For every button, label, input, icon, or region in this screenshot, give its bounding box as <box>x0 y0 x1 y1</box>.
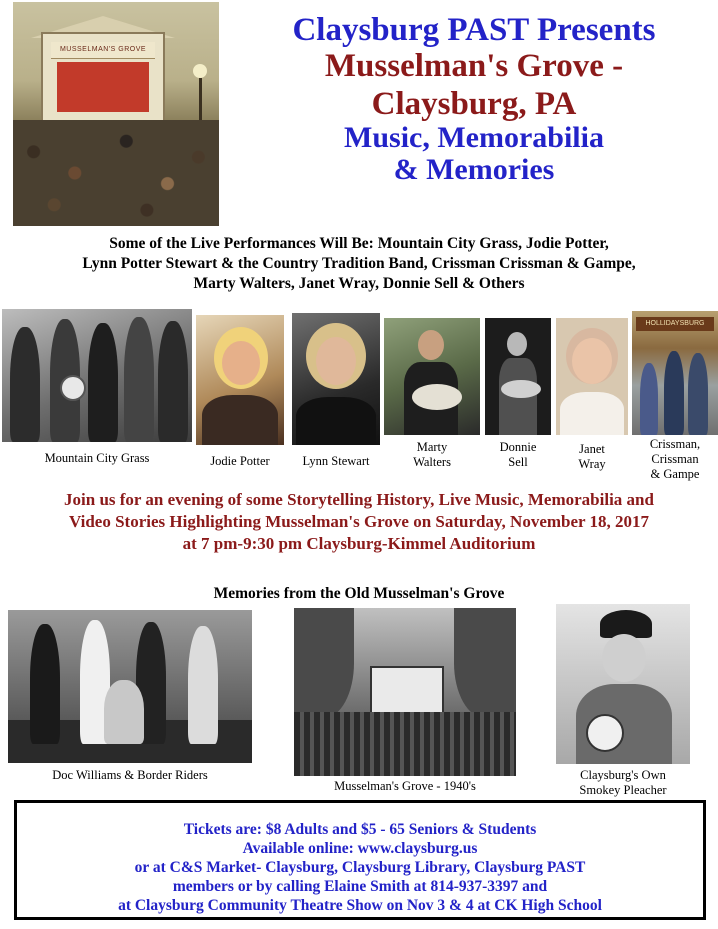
caption-line: Crissman <box>651 452 699 466</box>
title-location: Claysburg, PA <box>371 86 577 122</box>
crowd <box>13 120 219 226</box>
invite-line-3: at 7 pm-9:30 pm Claysburg-Kimmel Auditorium <box>182 534 536 553</box>
caption-doc-williams: Doc Williams & Border Riders <box>52 768 208 782</box>
photo-musselmans-grove-1940s <box>294 608 516 776</box>
caption-musselmans-grove-1940s: Musselman's Grove - 1940's <box>334 779 476 793</box>
shoulders <box>296 397 376 445</box>
face <box>222 341 260 385</box>
caption-jodie-potter: Jodie Potter <box>210 454 270 468</box>
caption-crissman-crissman-gampe <box>632 437 718 482</box>
caption-janet-wray <box>556 442 628 472</box>
title-event: Musselman's Grove - <box>324 48 624 84</box>
performers-line-2: Lynn Potter Stewart & the Country Tradition Band, Crissman Crissman & Gampe, <box>82 255 636 272</box>
performer <box>188 626 218 744</box>
guitar-icon <box>412 384 462 410</box>
caption-line: & Gampe <box>650 467 700 481</box>
caption-line: Claysburg's Own <box>580 768 666 782</box>
guitar-icon <box>501 380 541 398</box>
stage-sign: MUSSELMAN'S GROVE <box>51 42 155 59</box>
photo-donnie-sell <box>485 318 551 435</box>
trees <box>454 608 516 718</box>
caption-donnie-sell <box>485 440 551 470</box>
ticket-locations: or at C&S Market- Claysburg, Claysburg Library, Claysburg PAST <box>134 859 586 876</box>
performer <box>104 680 144 744</box>
band-member <box>158 321 188 442</box>
shoulders <box>560 392 624 435</box>
performer <box>30 624 60 744</box>
ticket-online: Available online: www.claysburg.us <box>242 840 478 857</box>
banjo-icon <box>60 375 86 401</box>
performers-line-3: Marty Walters, Janet Wray, Donnie Sell & Others <box>193 275 525 292</box>
caption-line: Wray <box>578 457 606 471</box>
crowd <box>294 712 516 776</box>
caption-line: Donnie <box>499 440 537 454</box>
caption-line: Marty <box>416 440 448 454</box>
caption-marty-walters <box>384 440 480 470</box>
band-member <box>124 317 154 442</box>
lamp <box>193 64 207 78</box>
subtitle-2: & Memories <box>393 153 555 186</box>
caption-line: Smokey Pleacher <box>579 783 667 797</box>
face <box>507 332 527 356</box>
photo-jodie-potter <box>196 315 284 445</box>
ticket-prices: Tickets are: $8 Adults and $5 - 65 Seniors & Students <box>183 821 537 838</box>
photo-doc-williams-border-riders <box>8 610 252 763</box>
performers-line-1: Some of the Live Performances Will Be: Mountain City Grass, Jodie Potter, <box>109 235 609 252</box>
stage <box>41 32 165 126</box>
person <box>688 353 708 435</box>
caption-lynn-stewart: Lynn Stewart <box>302 454 370 468</box>
photo-janet-wray <box>556 318 628 435</box>
stage-pavilion <box>370 666 444 714</box>
face <box>602 634 646 682</box>
caption-line: Janet <box>579 442 605 456</box>
performers-intro <box>40 234 678 294</box>
photo-smokey-pleacher <box>556 604 690 764</box>
memories-heading: Memories from the Old Musselman's Grove <box>213 585 505 602</box>
ticket-theatre-show: at Claysburg Community Theatre Show on Nov 3 & 4 at CK High School <box>118 897 602 914</box>
hollidaysburg-sign: HOLLIDAYSBURG <box>636 317 714 331</box>
ticket-phone: members or by calling Elaine Smith at 814-937-3397 and <box>172 878 548 895</box>
subtitle-1: Music, Memorabilia <box>344 121 604 154</box>
trees <box>294 608 354 718</box>
musselmans-grove-painting <box>13 2 219 226</box>
band-member <box>10 327 40 442</box>
face <box>418 330 444 360</box>
caption-line: Sell <box>508 455 528 469</box>
photo-lynn-stewart <box>292 313 380 445</box>
photo-crissman-crissman-gampe <box>632 311 718 435</box>
face <box>316 337 356 385</box>
invite-line-2: Video Stories Highlighting Musselman's Grove on Saturday, November 18, 2017 <box>68 512 650 531</box>
person <box>664 351 684 435</box>
band-member <box>88 323 118 442</box>
ticket-info-box <box>14 800 706 920</box>
caption-smokey-pleacher <box>546 768 700 798</box>
caption-mountain-city-grass: Mountain City Grass <box>44 451 150 465</box>
person <box>640 363 658 435</box>
invite-line-1: Join us for an evening of some Storytelling History, Live Music, Memorabilia and <box>64 490 654 509</box>
face <box>572 338 612 384</box>
photo-marty-walters <box>384 318 480 435</box>
banjo-icon <box>586 714 624 752</box>
caption-line: Walters <box>413 455 451 469</box>
shoulders <box>202 395 278 445</box>
stage-backdrop <box>57 62 149 112</box>
photo-mountain-city-grass <box>2 309 192 442</box>
title-presenter: Claysburg PAST Presents <box>292 12 656 48</box>
event-invitation <box>10 489 708 555</box>
caption-line: Crissman, <box>649 437 701 451</box>
